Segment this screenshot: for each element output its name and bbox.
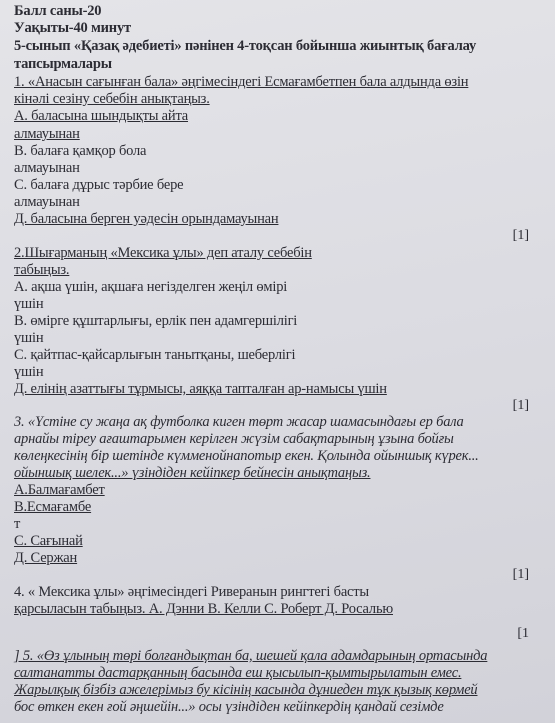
q4-mark: [1	[517, 626, 529, 641]
q5-text-line3: Жарылқық бізбіз ажелерімыз бу кісінің касында дұниеден тұк қызық көрмей	[14, 682, 478, 698]
q1-text-line2: кінәлі сезіну себебін анықтаңыз.	[14, 91, 210, 107]
q5-text-line4: бос өткен екен ғой әңшейін...» осы үзіндіден кейіпкердің қандай сезімде	[14, 699, 444, 715]
q1-option-a-line2: алмауынан	[14, 126, 80, 142]
q1-mark: [1]	[512, 228, 529, 243]
q4-text-line1: 4. « Мексика ұлы» әңгімесіндегі Риверанын рингтегі басты	[14, 584, 369, 600]
q1-option-c-line2: алмауынан	[14, 194, 80, 210]
time-label: Уақыты-40 минут	[14, 20, 131, 36]
q1-text-line1: 1. «Анасын сағынған бала» әңгімесіндегі Есмағамбетпен бала алдында өзін	[14, 74, 469, 90]
subject-title-line2: тапсырмалары	[14, 56, 112, 72]
q3-text-line1: 3. «Үстіне су жаңа ақ футболка киген төрт жасар шамасындағы ер бала	[14, 414, 464, 430]
q2-option-c-line2: үшін	[14, 364, 44, 380]
subject-title-line1: 5-сынып «Қазақ әдебиеті» пәнінен 4-тоқсан бойынша жиынтық бағалау	[14, 38, 477, 54]
q3-option-b: В.Есмағамбе	[14, 499, 92, 515]
q5-text-line2: салтанатты дастарқанның басында еш қысылып-қымтырылатын емес.	[14, 665, 462, 681]
q3-text-line3: көлеңкесінің бір шетінде күмменойнапотыр екен. Қолында ойыншық күрек...	[14, 448, 479, 464]
q1-option-b-line2: алмауынан	[14, 160, 80, 176]
q3-mark: [1]	[512, 567, 529, 582]
q3-option-c: С. Сағынай	[14, 533, 83, 549]
q3-text-line4: ойыншық шелек...» үзіндіден кейіпкер бейнесін анықтаңыз.	[14, 465, 371, 481]
q2-option-a-line1: А. ақша үшін, ақшаға негізделген жеңіл өмірі	[14, 279, 288, 295]
q2-text-line1: 2.Шығарманың «Мексика ұлы» деп аталу себебін	[14, 245, 312, 261]
q1-option-c-line1: С. балаға дұрыс тәрбие бере	[14, 177, 184, 193]
q5-text-line1: ] 5. «Өз ұлының төрі болғандықтан ба, шешей қала адамдарының ортасында	[14, 648, 488, 664]
q3-option-b-tail: т	[14, 516, 21, 532]
q1-option-d: Д. баласына берген уәдесін орындамауынан	[14, 211, 279, 227]
q3-option-a: А.Балмағамбет	[14, 482, 105, 498]
q2-option-b-line2: үшін	[14, 330, 44, 346]
q1-option-a-line1: А. баласына шындықты айта	[14, 108, 189, 124]
q2-option-b-line1: В. өмірге құштарлығы, ерлік пен адамгершілігі	[14, 313, 298, 329]
q3-option-d: Д. Сержан	[14, 550, 78, 566]
q2-option-d: Д. елінің азаттығы тұрмысы, аяққа тапталған ар-намысы үшін	[14, 381, 387, 397]
q1-option-b-line1: В. балаға қамқор бола	[14, 143, 147, 159]
score-label: Балл саны-20	[14, 3, 102, 19]
q3-text-line2: арнайы тіреу ағаштарымен керілген жүзім сабақтарының ұзына бойғы	[14, 431, 454, 447]
q2-text-line2: табыңыз.	[14, 262, 70, 278]
q2-mark: [1]	[512, 398, 529, 413]
q2-option-a-line2: үшін	[14, 296, 44, 312]
q4-text-line2: қарсыласын табыңыз. А. Дэнни В. Келли С. Роберт Д. Росалью	[14, 601, 393, 617]
q2-option-c-line1: С. қайтпас-қайсарлығын танытқаны, шеберлігі	[14, 347, 296, 363]
